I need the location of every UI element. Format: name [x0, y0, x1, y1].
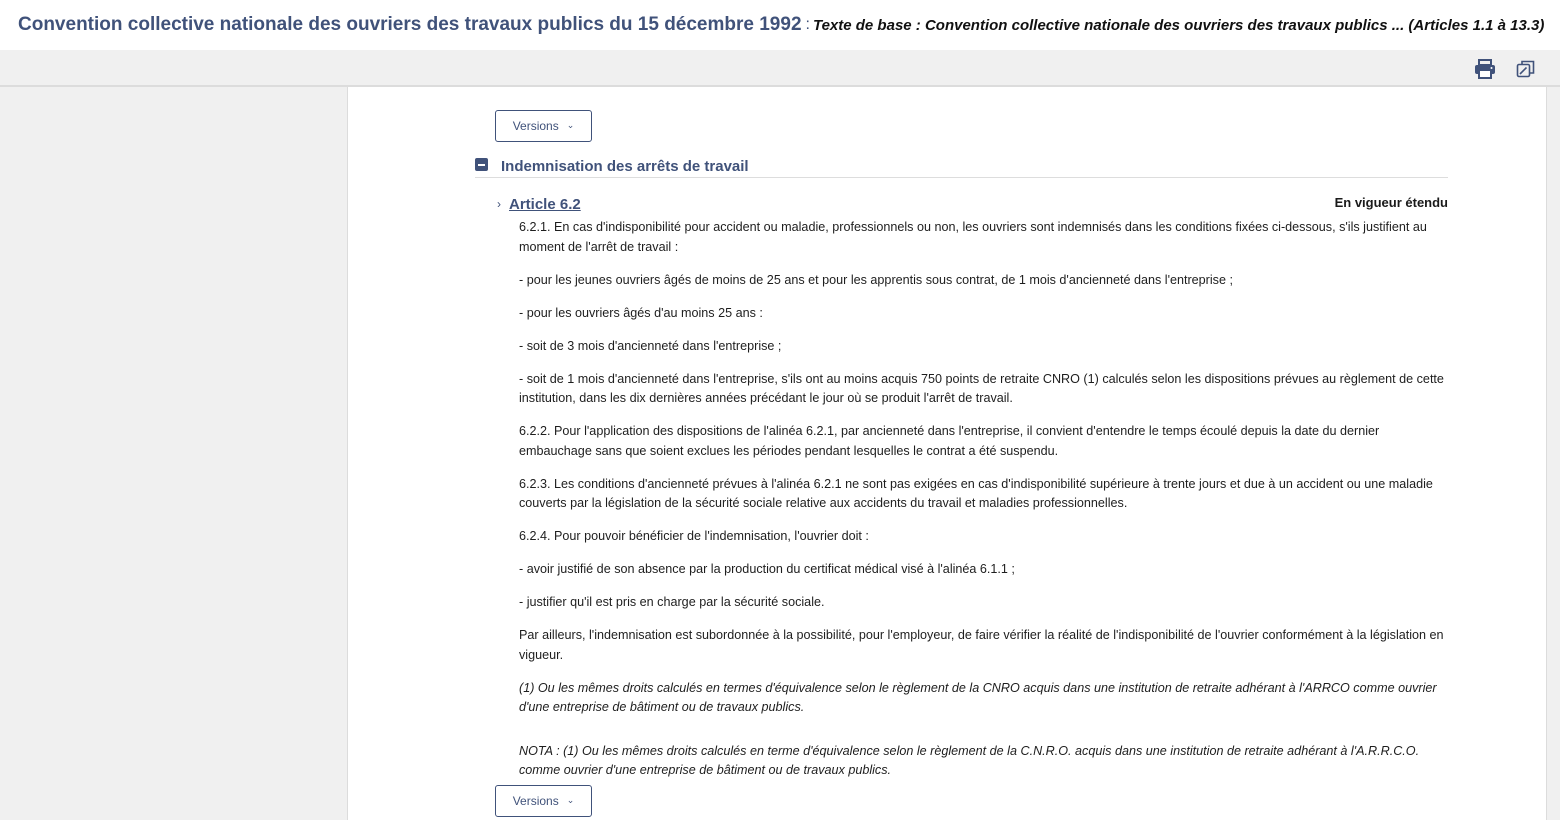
chevron-right-icon: › — [497, 197, 501, 211]
article-footnote: (1) Ou les mêmes droits calculés en termes d'équivalence selon le règlement de la CNRO acquis dans une institution de retraite adhérant à l'ARRCO comme ouvrier d'une entreprise de bâtiment ou de travaux publics. — [519, 680, 1437, 714]
versions-label: Versions — [512, 119, 559, 133]
content-panel — [347, 87, 1547, 820]
article-paragraph: 6.2.1. En cas d'indisponibilité pour accident ou maladie, professionnels ou non, les ouvriers sont indemnisés dans les conditions fixées ci-dessous, s'ils justifient au moment de l'arrêt de travail : — [519, 220, 1427, 254]
article-header — [495, 195, 1448, 217]
chevron-down-icon: ⌄ — [566, 119, 575, 130]
chevron-down-icon: ⌄ — [566, 794, 575, 805]
title-separator: : — [805, 16, 810, 33]
article-body — [519, 218, 1449, 794]
article-paragraph: 6.2.3. Les conditions d'ancienneté prévues à l'alinéa 6.2.1 ne sont pas exigées en cas d'indisponibilité supérieure à trente jours et due à un accident ou une maladie couverts par la législation de la sécurité sociale relative aux accidents du travail et maladies professionnelles. — [519, 476, 1433, 510]
article-paragraph: 6.2.4. Pour pouvoir bénéficier de l'indemnisation, l'ouvrier doit : — [519, 529, 869, 543]
article-nota: NOTA : (1) Ou les mêmes droits calculés en terme d'équivalence selon le règlement de la C.N.R.O. acquis dans une institution de retraite adhérant à l'A.R.R.C.O. comme ouvrier d'une entreprise de bâtiment ou de travaux publics. — [519, 743, 1420, 777]
section-title: Indemnisation des arrêts de travail — [501, 158, 749, 175]
section-header — [475, 157, 1448, 178]
article-paragraph: - avoir justifié de son absence par la production du certificat médical visé à l'alinéa 6.1.1 ; — [519, 562, 1015, 576]
toolbar — [0, 50, 1560, 87]
copy-button[interactable] — [1512, 55, 1540, 83]
article-paragraph: Par ailleurs, l'indemnisation est subordonnée à la possibilité, pour l'employeur, de faire vérifier la réalité de l'indisponibilité de l'ouvrier conformément à la législation en vigueur. — [519, 628, 1444, 662]
versions-label: Versions — [512, 794, 559, 808]
article-paragraph: - soit de 3 mois d'ancienneté dans l'entreprise ; — [519, 338, 782, 353]
article-paragraph: 6.2.2. Pour l'application des dispositions de l'alinéa 6.2.1, par ancienneté dans l'entreprise, il convient d'entendre le temps écoulé depuis la date du dernier embauchage sans que soient exclues les périodes pendant lesquelles le contrat a été suspendu. — [519, 424, 1380, 458]
document-header — [0, 0, 1560, 50]
article-paragraph: - justifier qu'il est pris en charge par la sécurité sociale. — [519, 595, 825, 609]
document-subtitle: Texte de base : Convention collective nationale des ouvriers des travaux publics ... (Articles 1.1 à 13.3) — [812, 16, 1545, 34]
copy-icon — [1516, 59, 1536, 79]
collapse-icon[interactable] — [475, 158, 488, 171]
article-paragraph: - pour les jeunes ouvriers âgés de moins de 25 ans et pour les apprentis sous contrat, de 1 mois d'ancienneté dans l'entreprise ; — [519, 272, 1233, 287]
article-paragraph: - pour les ouvriers âgés d'au moins 25 ans : — [519, 305, 763, 320]
status-badge: En vigueur étendu — [1334, 195, 1448, 210]
article-paragraph: - soit de 1 mois d'ancienneté dans l'entreprise, s'ils ont au moins acquis 750 points de retraite CNRO (1) calculés selon les dispositions prévues au règlement de cette institution, dans les dix dernières années précédant le jour où se produit l'arrêt de travail. — [519, 371, 1444, 405]
print-button[interactable] — [1471, 55, 1499, 83]
versions-dropdown-bottom[interactable] — [495, 785, 592, 817]
document-title: Convention collective nationale des ouvriers des travaux publics du 15 décembre 1992 — [18, 14, 802, 35]
printer-icon — [1474, 59, 1496, 79]
versions-dropdown-top[interactable] — [495, 110, 592, 142]
article-link[interactable]: Article 6.2 — [509, 196, 581, 213]
